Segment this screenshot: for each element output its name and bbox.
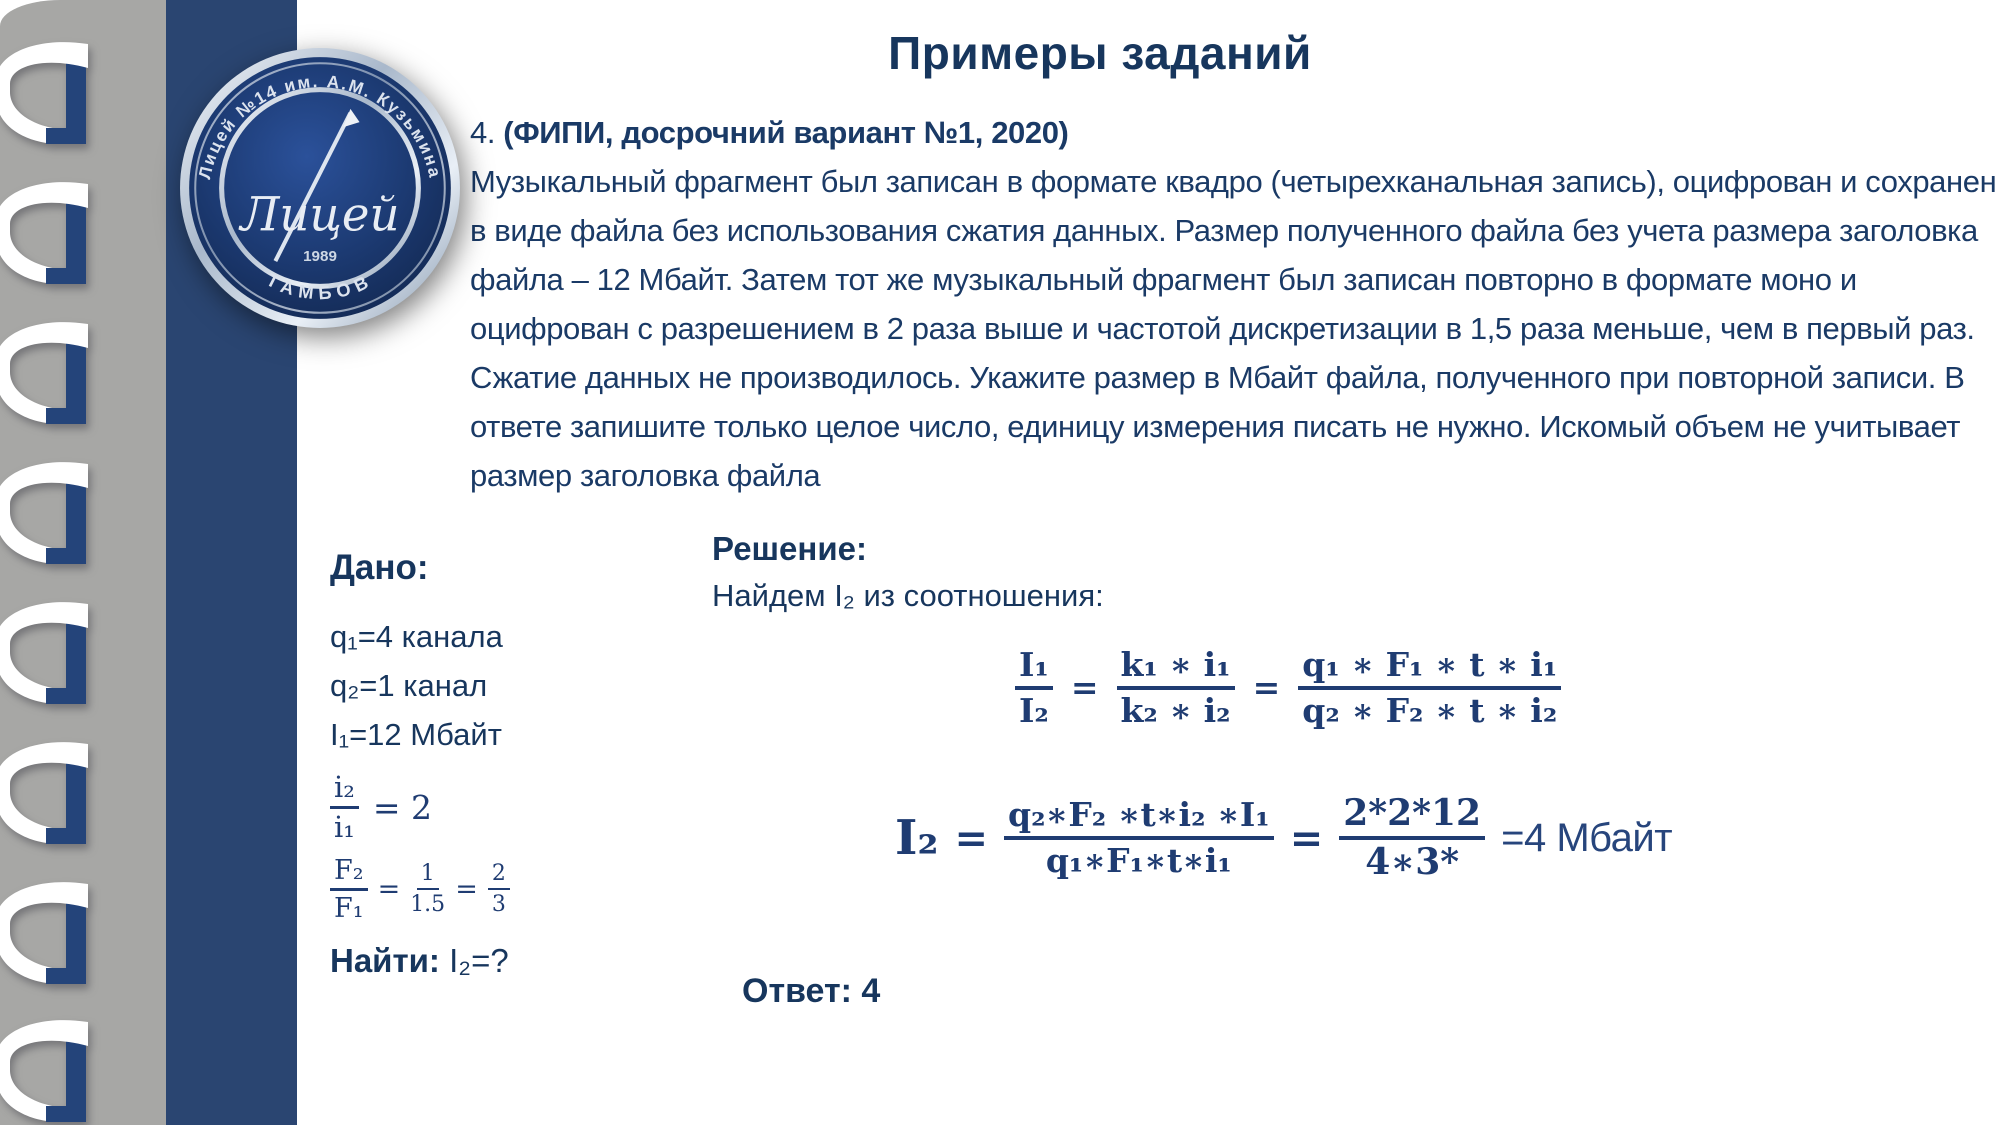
equals-sign: = (1289, 814, 1324, 862)
given-line-q1: q₁=4 канала (330, 619, 503, 654)
fraction-den: 3 (491, 892, 506, 918)
fraction-two-thirds (488, 861, 510, 918)
fraction-num: k₁ ∗ i₁ (1117, 646, 1235, 690)
equals-sign: = (1252, 668, 1281, 708)
equals-sign: = (455, 873, 478, 905)
fraction-den: k₂ ∗ i₂ (1120, 690, 1231, 730)
fraction-i-value: = 2 (372, 788, 433, 828)
solution-formula-ratio (1015, 646, 1561, 730)
fraction-den: 1.5 (410, 892, 446, 918)
solution-heading: Решение: (712, 530, 867, 567)
page-title: Примеры заданий (888, 27, 1312, 79)
formula-result: =4 Мбайт (1501, 815, 1673, 860)
school-logo (178, 46, 462, 330)
fraction-i (330, 771, 359, 845)
fraction-one-over (410, 861, 445, 918)
fraction-f (330, 855, 368, 924)
solution-formula-result (895, 793, 1672, 884)
equals-sign: = (377, 873, 401, 905)
equals-sign: = (954, 814, 988, 862)
formula-lhs: I₂ (895, 810, 939, 867)
solution-block (712, 530, 1104, 614)
logo-arc-bottom-text: ТАМБОВ (263, 268, 377, 304)
fraction-num: I₁ (1015, 646, 1053, 690)
problem-heading (470, 108, 2000, 157)
fraction-qFti (1298, 646, 1561, 730)
fraction-den: q₁∗F₁∗t∗i₁ (1045, 841, 1232, 881)
fraction-main (1004, 796, 1274, 880)
binder-ring-icon (0, 40, 104, 152)
fraction-f-numerator: F₂ (330, 855, 368, 891)
given-fraction-f (330, 855, 510, 924)
given-fraction-i (330, 771, 510, 845)
find-label: Найти: (330, 941, 440, 979)
problem-text: Музыкальный фрагмент был записан в формате квадро (четырехканальная запись), оцифрован и сохранен в виде файла без использования сжатия данных. Размер полученного файла без учета размера заголовка файла – 12 Мбайт. Затем тот же музыкальный фрагмент был записан повторно в формате моно и оцифрован с разрешением в 2 раза выше и частотой дискретизации в 1,5 раза меньше, чем в первый раз. Сжатие данных не производилось. Укажите размер в Мбайт файла, полученного при повторной записи. В ответе запишите только целое число, единицу измерения писать не нужно. Искомый объем не учитывает размер заголовка файла (470, 164, 1997, 493)
problem-block (470, 108, 2000, 500)
binder-ring-icon (0, 1018, 104, 1125)
fraction-num: 2 (488, 861, 510, 890)
find-value: I₂=? (449, 941, 509, 979)
fraction-i-denominator: i₁ (334, 810, 355, 845)
fraction-den: I₂ (1019, 690, 1049, 730)
given-block (330, 548, 510, 980)
binder-ring-icon (0, 180, 104, 292)
problem-number: 4. (470, 115, 496, 150)
fraction-numeric (1339, 793, 1485, 884)
binder-ring-icon (0, 880, 104, 992)
fraction-I1-I2 (1015, 646, 1053, 730)
logo-arc-top-text: Лицей №14 им. А.М. Кузьмина (194, 71, 446, 181)
binder-ring-icon (0, 740, 104, 852)
given-line-q2: q₂=1 канал (330, 668, 488, 703)
fraction-num: 1 (417, 861, 439, 890)
fraction-den: 4∗3* (1365, 841, 1460, 884)
school-emblem-icon (178, 46, 462, 330)
solution-intro: Найдем I₂ из соотношения: (712, 578, 1104, 613)
answer-text: Ответ: 4 (742, 972, 881, 1010)
problem-source: (ФИПИ, досрочний вариант №1, 2020) (503, 115, 1069, 150)
equals-sign: = (1070, 668, 1099, 708)
fraction-num: 2*2*12 (1339, 793, 1485, 840)
given-heading: Дано: (330, 548, 429, 587)
binder-ring-icon (0, 460, 104, 572)
fraction-f-denominator: F₁ (334, 892, 364, 924)
binder-ring-icon (0, 320, 104, 432)
fraction-num: q₁ ∗ F₁ ∗ t ∗ i₁ (1298, 646, 1561, 690)
logo-year-text: 1989 (303, 248, 337, 266)
fraction-i-numerator: i₂ (330, 771, 359, 809)
binder-ring-icon (0, 600, 104, 712)
fraction-k-i (1117, 646, 1235, 730)
logo-script-text: Лицей (240, 188, 400, 243)
given-line-i1: I₁=12 Мбайт (330, 717, 502, 752)
fraction-den: q₂ ∗ F₂ ∗ t ∗ i₂ (1302, 690, 1558, 730)
fraction-num: q₂∗F₂ ∗t∗i₂ ∗I₁ (1004, 796, 1274, 840)
find-row (330, 942, 510, 980)
